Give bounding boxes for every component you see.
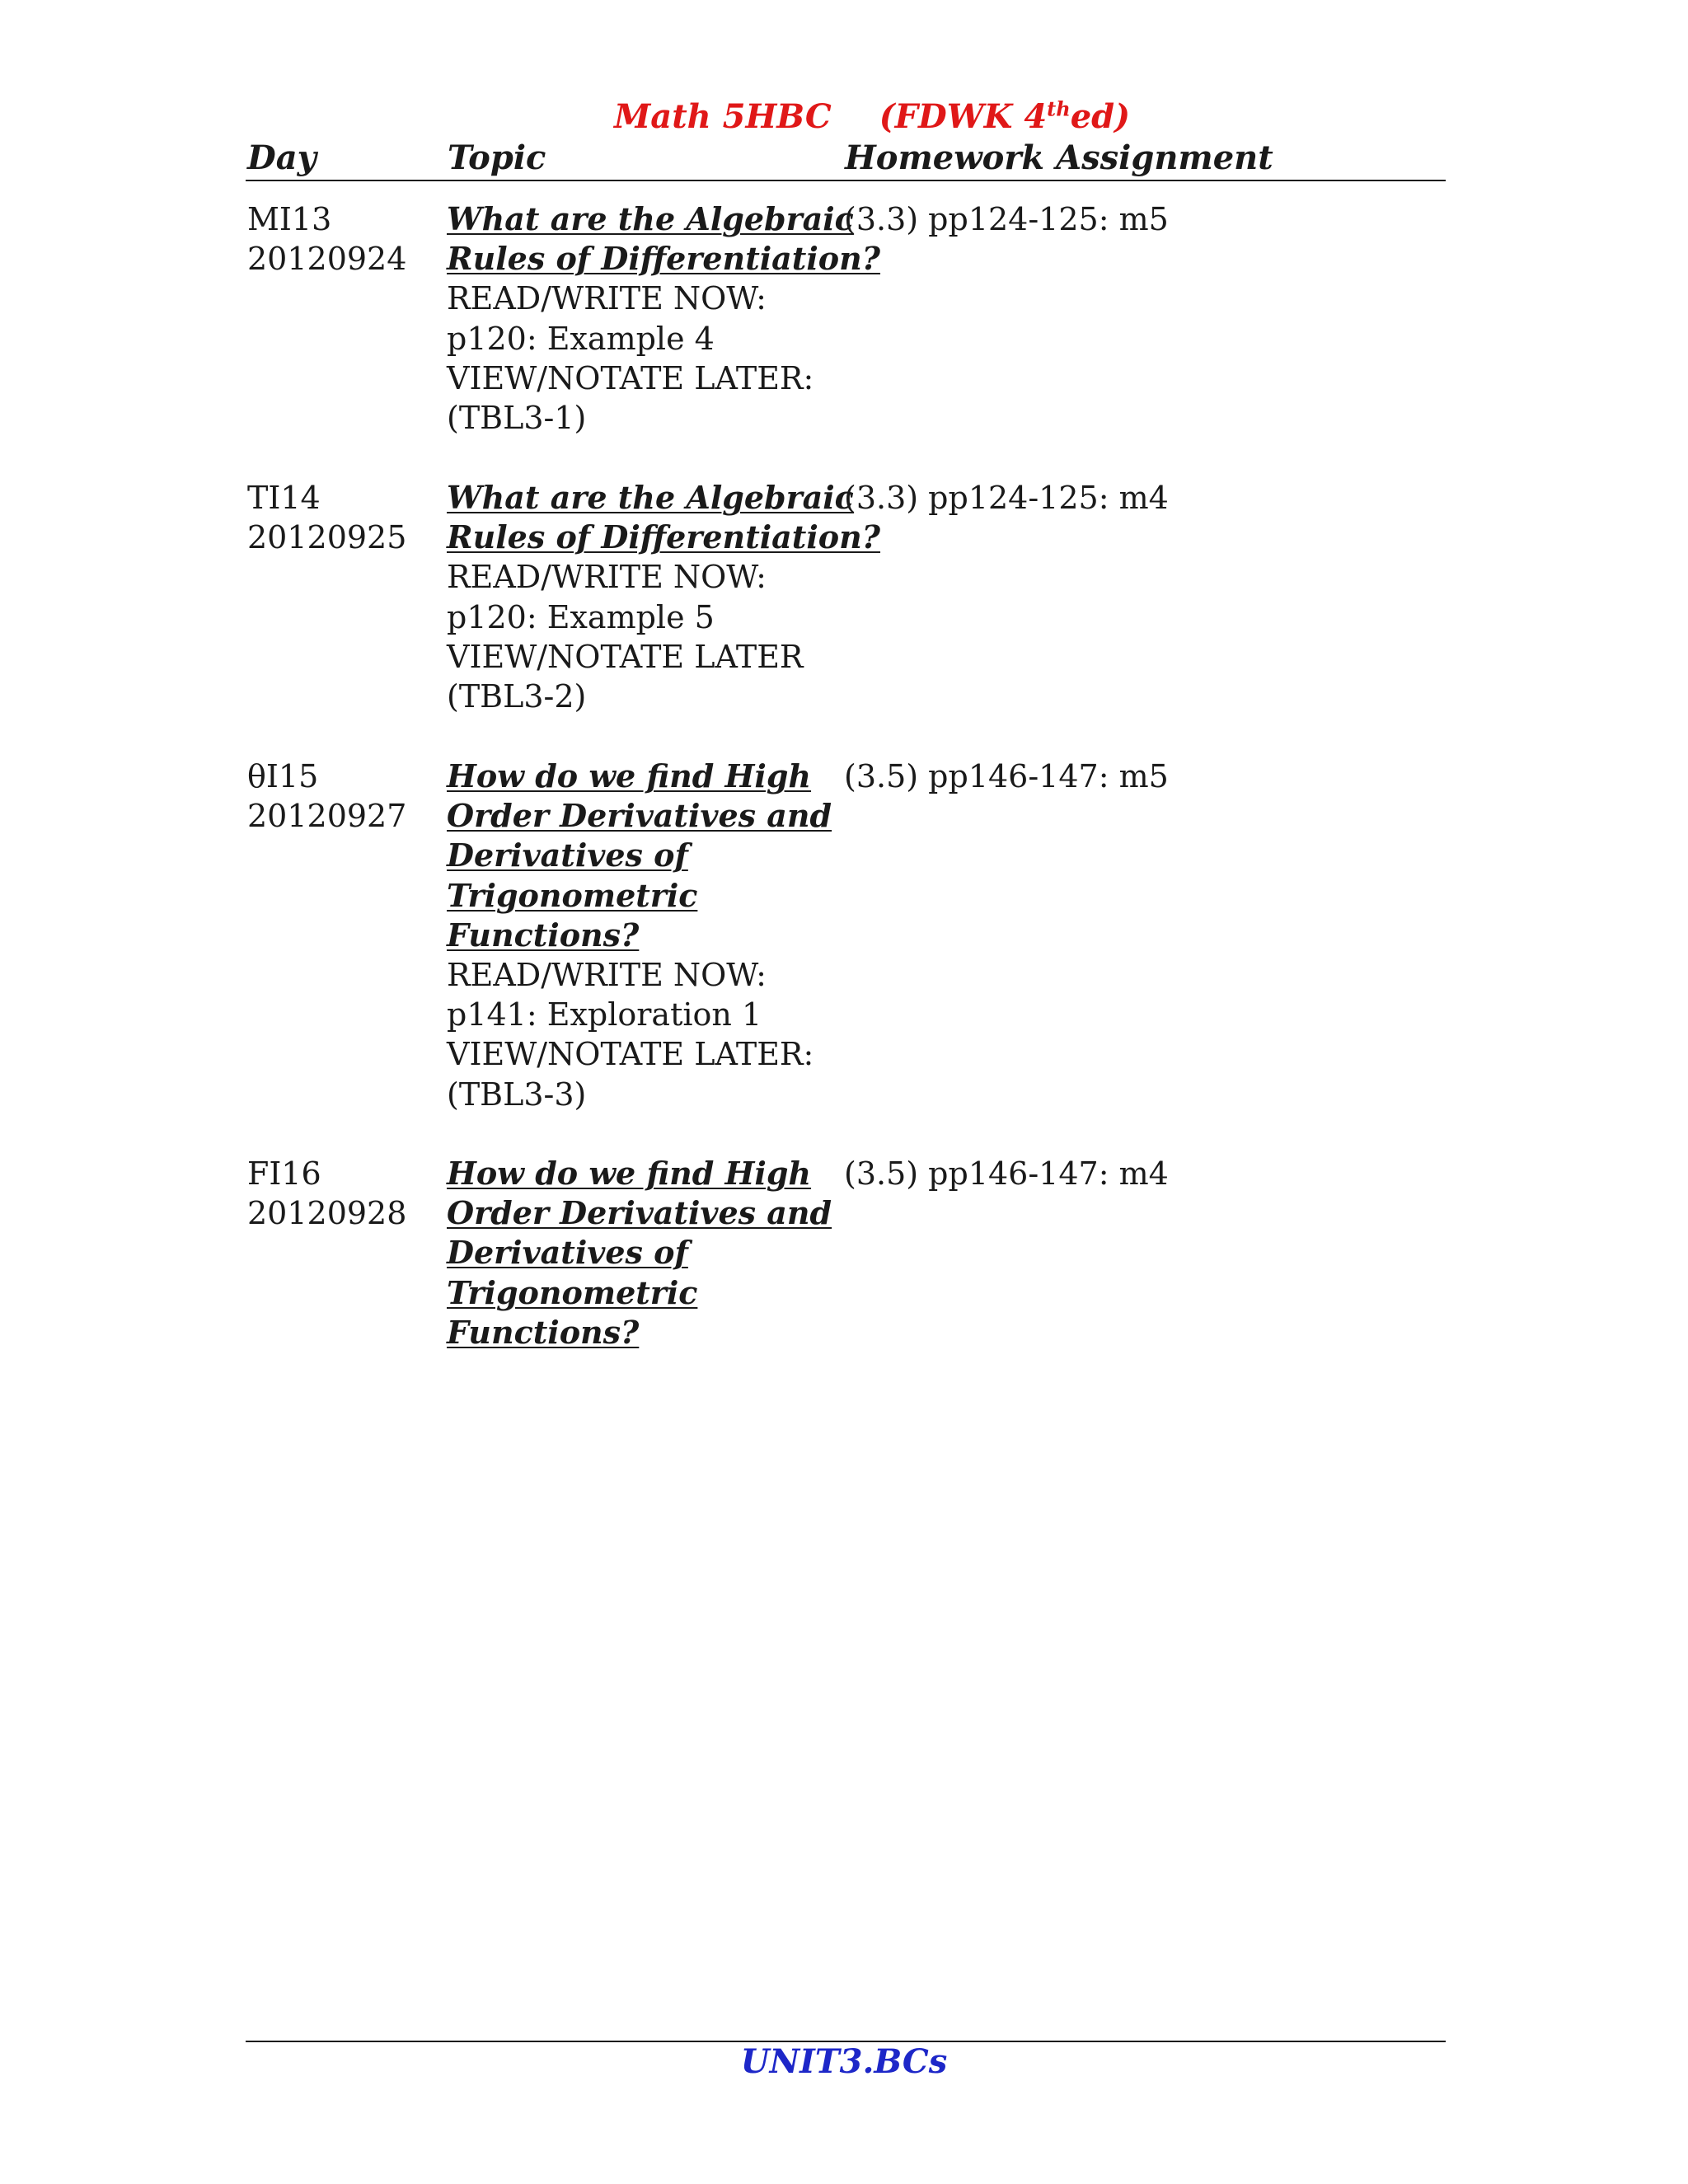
day-cell bbox=[247, 478, 406, 557]
topic-note-line: p141: Exploration 1 bbox=[447, 996, 762, 1033]
day-code: TI14 bbox=[247, 480, 321, 516]
topic-question-line: How do we find High bbox=[447, 757, 812, 794]
homework-cell: (3.3) pp124-125: m5 bbox=[844, 201, 1169, 237]
day-code: θI15 bbox=[247, 758, 319, 794]
homework-cell: (3.5) pp146-147: m5 bbox=[844, 758, 1169, 794]
textbook-edition bbox=[879, 97, 1130, 136]
document-title bbox=[614, 97, 1130, 136]
topic-note-line: VIEW/NOTATE LATER bbox=[447, 638, 804, 675]
day-cell bbox=[247, 199, 406, 279]
edition-superscript: th bbox=[1047, 96, 1071, 121]
topic-question-line: How do we find High bbox=[447, 1155, 812, 1192]
course-name: Math 5HBC bbox=[614, 97, 832, 136]
topic-question-line: Rules of Differentiation? bbox=[447, 240, 881, 278]
date: 20120927 bbox=[247, 798, 407, 835]
day-cell bbox=[247, 757, 406, 836]
topic-note-line: p120: Example 5 bbox=[447, 598, 715, 635]
edition-text-pre: (FDWK 4 bbox=[879, 97, 1048, 136]
day-code: MI13 bbox=[247, 201, 332, 237]
date: 20120924 bbox=[247, 241, 407, 278]
column-header-topic: Topic bbox=[448, 138, 546, 177]
topic-note-line: (TBL3-3) bbox=[447, 1076, 587, 1113]
day-code: FI16 bbox=[247, 1155, 321, 1192]
topic-note-line: p120: Example 4 bbox=[447, 320, 715, 357]
homework-cell: (3.3) pp124-125: m4 bbox=[844, 480, 1169, 516]
topic-note-line: (TBL3-1) bbox=[447, 400, 587, 437]
column-header-day: Day bbox=[247, 138, 316, 177]
topic-question-line: Derivatives of bbox=[447, 837, 688, 874]
column-header-homework: Homework Assignment bbox=[845, 138, 1273, 177]
topic-question-line: Functions? bbox=[447, 1313, 640, 1351]
date: 20120925 bbox=[247, 519, 407, 556]
topic-cell bbox=[447, 1154, 832, 1352]
topic-note-line: READ/WRITE NOW: bbox=[447, 559, 767, 596]
footer-label: UNIT3.BCs bbox=[740, 2042, 948, 2081]
topic-note-line: READ/WRITE NOW: bbox=[447, 280, 767, 317]
topic-question-line: Functions? bbox=[447, 916, 640, 954]
topic-cell bbox=[447, 757, 832, 1114]
topic-cell bbox=[447, 199, 880, 438]
topic-question-line: Order Derivatives and bbox=[447, 1194, 832, 1232]
topic-question-line: Trigonometric bbox=[447, 1273, 698, 1311]
topic-note-line: (TBL3-2) bbox=[447, 678, 587, 715]
topic-note-line: VIEW/NOTATE LATER: bbox=[447, 1036, 814, 1073]
topic-question-line: Trigonometric bbox=[447, 876, 698, 914]
homework-cell: (3.5) pp146-147: m4 bbox=[844, 1155, 1169, 1192]
topic-question-line: What are the Algebraic bbox=[447, 200, 854, 237]
topic-question-line: Rules of Differentiation? bbox=[447, 518, 881, 556]
edition-text-post: ed) bbox=[1070, 97, 1131, 136]
topic-question-line: What are the Algebraic bbox=[447, 479, 854, 516]
day-cell bbox=[247, 1154, 406, 1233]
date: 20120928 bbox=[247, 1195, 407, 1232]
topic-note-line: READ/WRITE NOW: bbox=[447, 957, 767, 994]
header-rule bbox=[246, 180, 1446, 181]
topic-note-line: VIEW/NOTATE LATER: bbox=[447, 359, 814, 396]
topic-question-line: Order Derivatives and bbox=[447, 797, 832, 835]
topic-cell bbox=[447, 478, 880, 716]
topic-question-line: Derivatives of bbox=[447, 1234, 688, 1272]
